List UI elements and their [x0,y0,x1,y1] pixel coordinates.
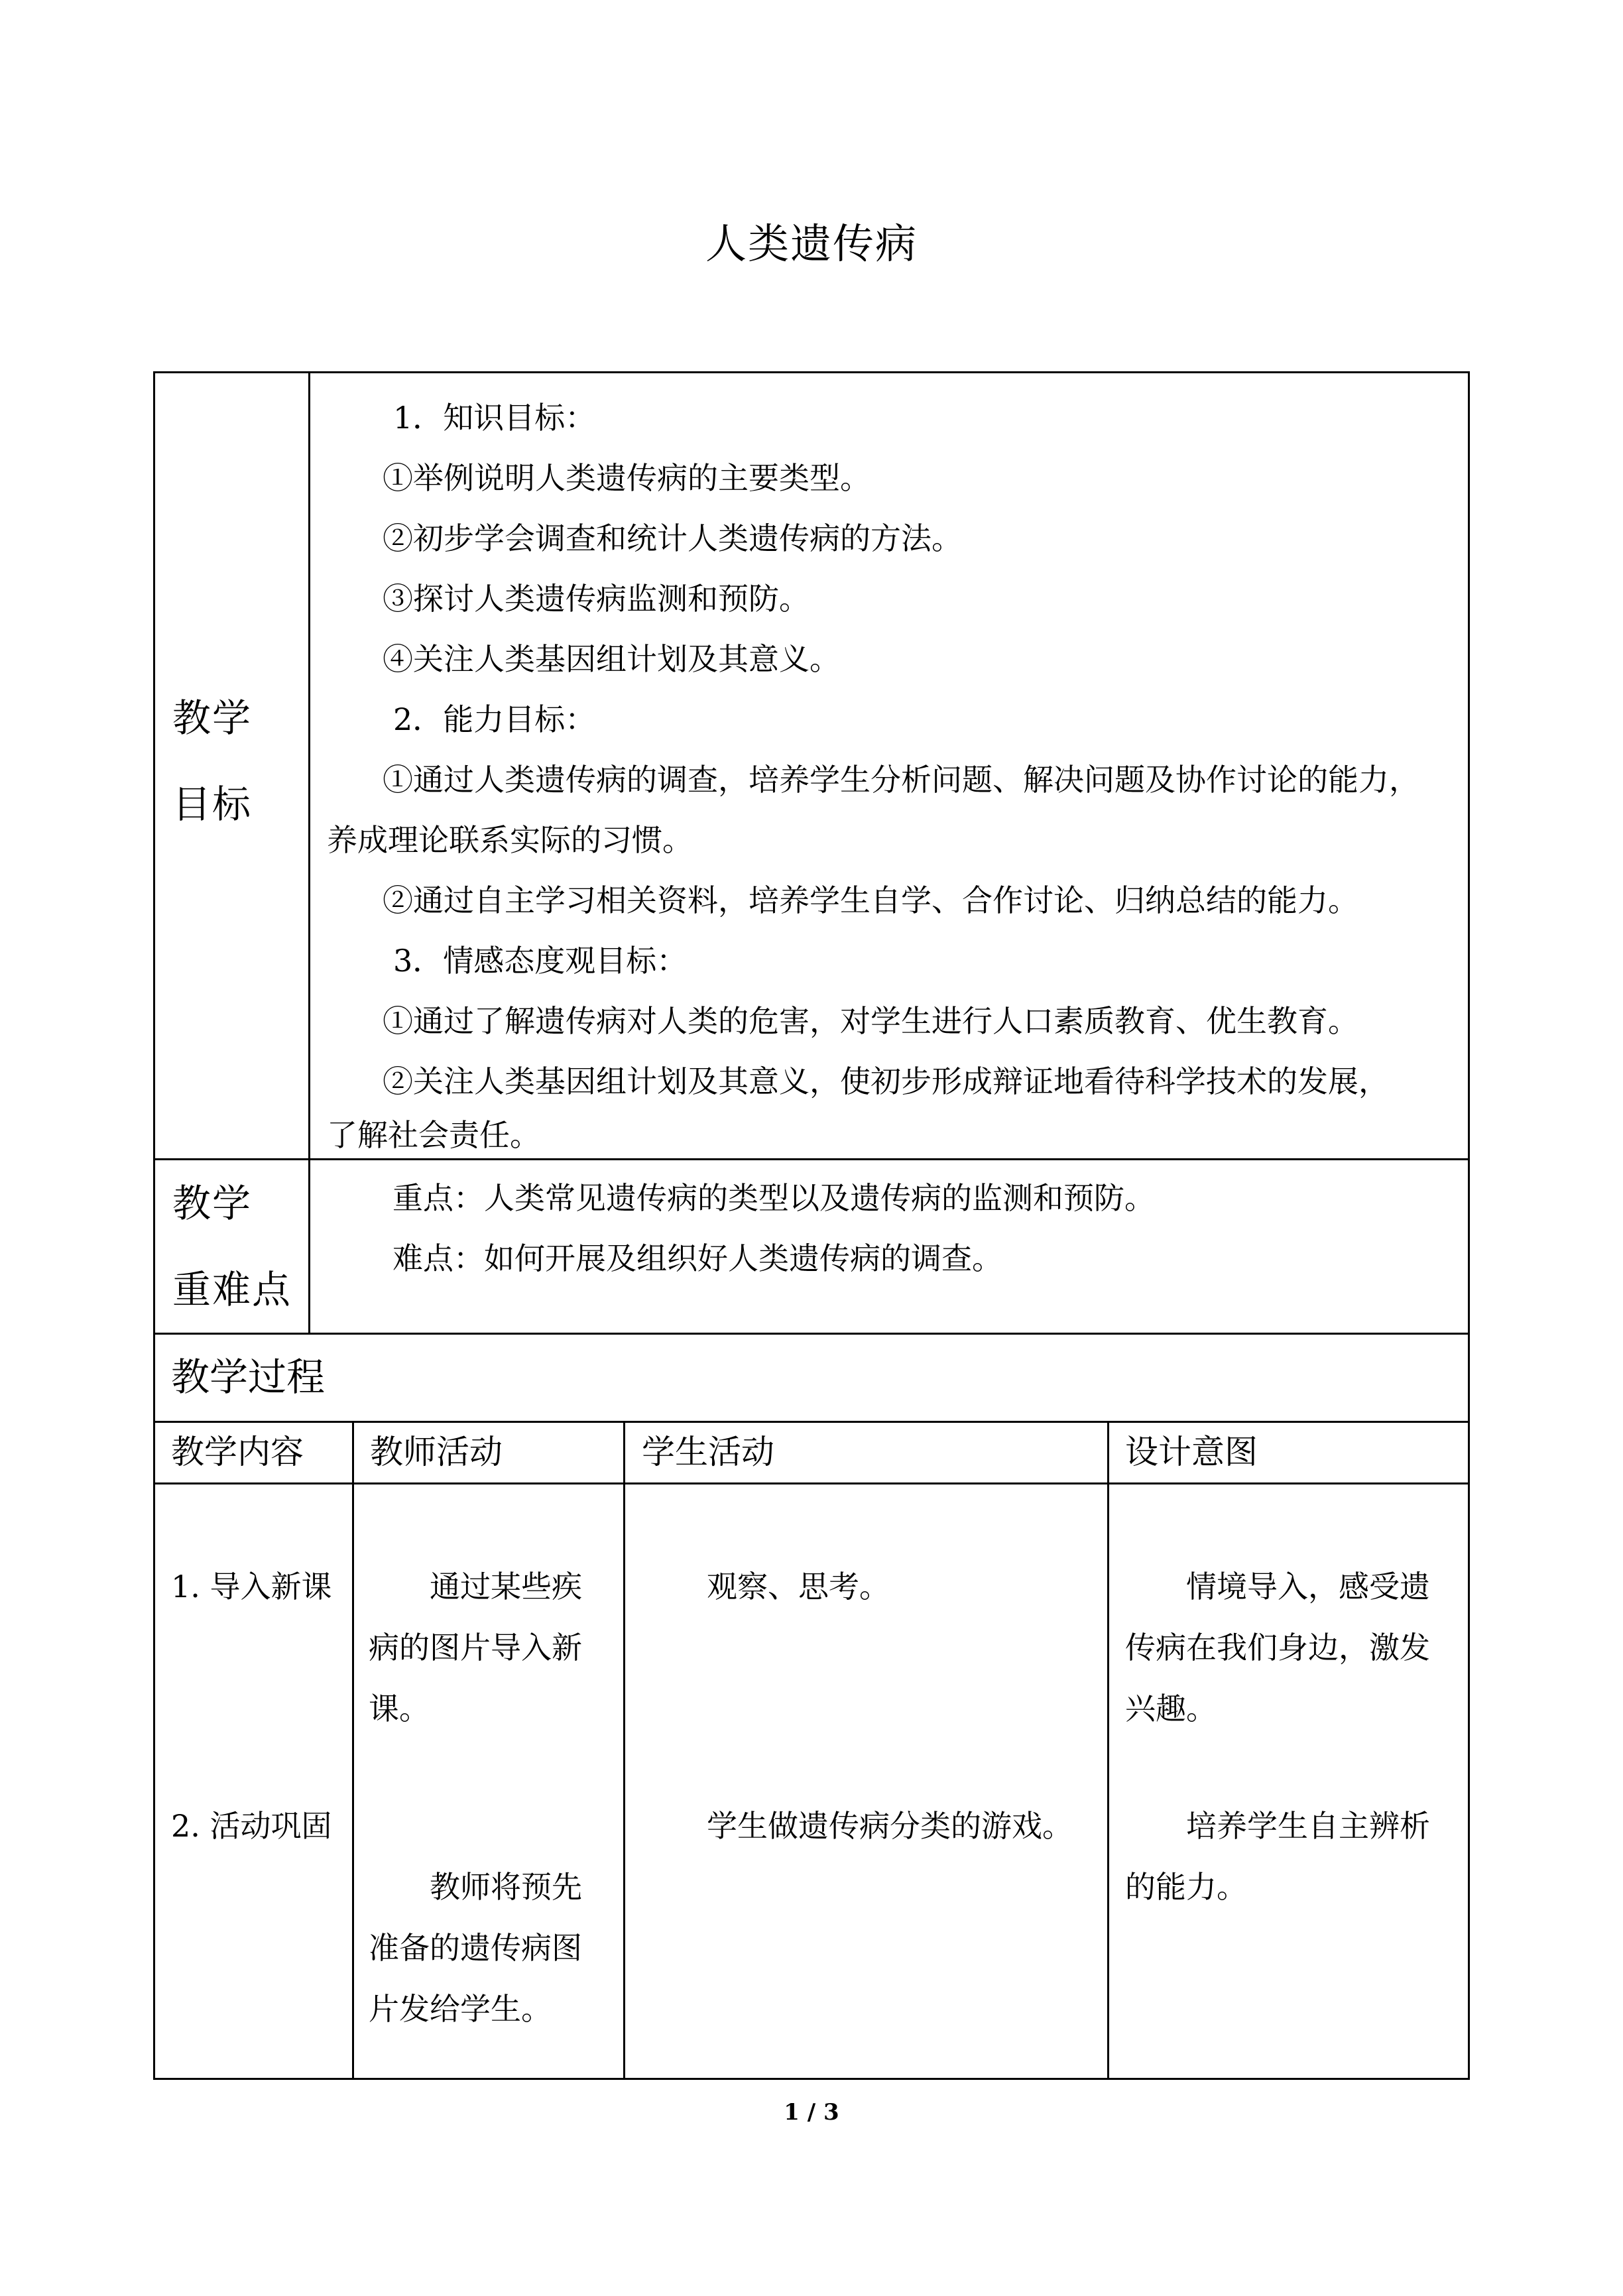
row1-content: 1. 导入新课 [171,1569,332,1604]
key-point: 重点：人类常见遗传病的类型以及遗传病的监测和预防。 [392,1180,1155,1216]
row2-intent [1125,1795,1430,1917]
header-student: 学生活动 [642,1433,774,1471]
row1-intent-line: 传病在我们身边，激发 [1125,1630,1430,1665]
row-divider [153,1482,1470,1484]
header-content: 教学内容 [171,1433,304,1471]
row2-teacher-line: 片发给学生。 [369,1991,552,2027]
col-divider [352,1421,354,2080]
row1-intent [1125,1556,1430,1739]
goals-label-line1: 教学 [172,695,253,741]
goal-line: ①通过了解遗传病对人类的危害，对学生进行人口素质教育、优生教育。 [383,1003,1358,1039]
goal-line: ④关注人类基因组计划及其意义。 [383,641,840,677]
row1-teacher [369,1556,582,1739]
row2-student: 学生做遗传病分类的游戏。 [707,1808,1073,1844]
goal-line: 3．情感态度观目标： [393,943,688,979]
process-title: 教学过程 [171,1355,326,1400]
keypoints-label-line1: 教学 [172,1181,253,1226]
page-title: 人类遗传病 [705,219,918,268]
row2-content: 2. 活动巩固 [171,1808,332,1844]
goal-line: 养成理论联系实际的习惯。 [327,822,693,858]
row-divider [153,1333,1470,1335]
goal-line: ①通过人类遗传病的调查，培养学生分析问题、解决问题及协作讨论的能力， [383,762,1419,798]
page-number: 1 / 3 [784,2099,839,2126]
col-divider [1107,1421,1109,2080]
goal-line: 2．能力目标： [393,701,596,737]
row1-teacher-line: 通过某些疾 [369,1569,582,1604]
row1-teacher-line: 病的图片导入新 [369,1630,582,1665]
row1-intent-line: 兴趣。 [1125,1691,1217,1726]
goal-line: ①举例说明人类遗传病的主要类型。 [383,460,871,496]
goal-line: ②初步学会调查和统计人类遗传病的方法。 [383,520,962,556]
row2-intent-line: 的能力。 [1125,1869,1247,1905]
row-divider [153,1421,1470,1423]
goal-line: 1．知识目标： [393,400,596,436]
header-intent: 设计意图 [1125,1433,1258,1471]
col-divider [623,1421,625,2080]
goal-line: ②通过自主学习相关资料，培养学生自学、合作讨论、归纳总结的能力。 [383,882,1358,918]
row2-teacher [369,1856,582,2039]
col-divider [308,371,310,1335]
goals-label-line2: 目标 [172,782,253,827]
row2-teacher-line: 教师将预先 [369,1869,582,1905]
row1-intent-line: 情境导入，感受遗 [1125,1569,1430,1604]
goal-line: ③探讨人类遗传病监测和预防。 [383,581,810,617]
difficult-point: 难点：如何开展及组织好人类遗传病的调查。 [392,1240,1002,1276]
goal-line: ②关注人类基因组计划及其意义，使初步形成辩证地看待科学技术的发展， [383,1063,1389,1099]
row1-teacher-line: 课。 [369,1691,430,1726]
header-teacher: 教师活动 [370,1433,503,1471]
goal-line: 了解社会责任。 [327,1117,540,1153]
row2-intent-line: 培养学生自主辨析 [1125,1808,1430,1844]
row2-teacher-line: 准备的遗传病图 [369,1930,582,1966]
keypoints-label-line2: 重难点 [172,1267,292,1312]
row1-student: 观察、思考。 [707,1569,890,1604]
